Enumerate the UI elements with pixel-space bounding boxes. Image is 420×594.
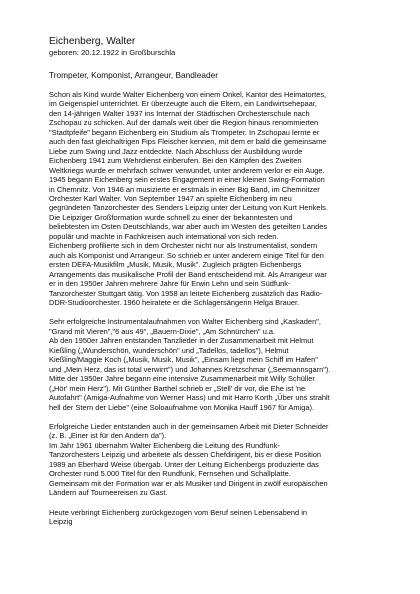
person-name: Eichenberg, Walter [49,36,136,47]
closing-paragraph: Heute verbringt Eichenberg zurückgezogen vom Beruf seinen Lebensabend in Leipzig [49,507,307,527]
biography-paragraph: Schon als Kind wurde Walter Eichenberg von einem Onkel, Kantor des Heimatortes, im Geigenspiel unterrichtet. Er überzeugte auch die Eltern, ein Landwirtsehepaar, den 14-jährigen Walter 1937 ins Internat der Städtischen Orchesterschule nach Zschopau zu schicken. Auf der damals weit über die Region hinaus renommierten "Stadtpfeife" begann Eichenberg ein Studium als Trompeter. In Zschopau lernte er auch den fast gleichaltrigen Fips Fleischer kennen, mit dem er bald die gemeinsame Liebe zum Swing und Jazz entdeckte. Nach Abschluss der Ausbildung wurde Eichenberg 1941 zum Wehrdienst einberufen. Bei den Kämpfen des Zweiten Weltkriegs wurde er mehrfach schwer verwundet, unter anderem verlor er ein Auge. 1945 begann Eichenberg sein erstes Engagement in einer kleinen Swing-Formation in Chemnitz. Von 1946 an musizierte er erstmals in einer Big Band, im Chemnitzer Orchester Karl Walter. Von September 1947 an spielte Eichenberg im neu gegründeten Tanzorchester des Senders Leipzig unter der Leitung von Kurt Henkels. Die Leipziger Großformation wurde schnell zu einer der bekanntesten und beliebtesten im Osten Deutschlands, war aber auch im Westen des geteilten Landes populär und machte in Fachkreisen auch international von sich reden. Eichenberg profilierte sich in dem Orchester nicht nur als Instrumentalist, sondern auch als Komponist und Arrangeur. So schrieb er unter anderem einige Titel für den ersten DEFA-Musikfilm „Musik, Musik, Musik". Zugleich prägten Eichenbergs Arrangements das musikalische Profil der Band entscheidend mit. Als Arrangeur war er in den 1950er Jahren mehrere Jahre für Erwin Lehn und sein Südfunk- Tanzorchester Stuttgart tätig. Von 1958 an leitete Eichenberg zusätzlich das Radio- DDR-Studioorchester. 1960 heiratete er die Schlagersängerin Helga Brauer. [49,90,328,307]
roles-line: Trompeter, Komponist, Arrangeur, Bandleader [49,70,218,80]
career-paragraph: Erfolgreiche Lieder entstanden auch in der gemeinsamen Arbeit mit Dieter Schneider (z. B. „Einer ist für den Andern da"). Im Jahr 1961 übernahm Walter Eichenberg die Leitung des Rundfunk- Tanzorchesters Leipzig und arbeitete als dessen Chefdirigent, bis er diese Position 1989 an Eberhard Weise übergab. Unter der Leitung Eichenbergs produzierte das Orchester rund 5.000 Titel für den Rundfunk, Fernsehen und Schallplatte. Gemeinsam mit der Formation war er als Musiker und Dirigent in zwölf europäischen Ländern auf Tourneereisen zu Gast. [49,421,329,498]
works-paragraph: Sehr erfolgreiche Instrumentalaufnahmen von Walter Eichenberg sind „Kaskaden", "Grand mit Vieren","6 aus 49", „Bauern-Dixie", „Am Schnürchen" u.a. Ab den 1950er Jahren entstanden Tanzlieder in der Zusammenarbeit mit Helmut Kießling („Wunderschön, wunderschön" und „Tadellos, tadellos"), Helmut Kießling/Maggie Koch („Musik, Musik, Musik", „Einsam liegt mein Schiff im Hafen" und „Mein Herz, das ist total verwirrt") und Johannes Kretzschmar („Seemannsgarn"). Mitte der 1950er Jahre begann eine intensive Zusammenarbeit mit Willy Schüller („Hör' mein Herz"). Mit Günther Barthel schrieb er „Stell' dir vor, die Ehe ist 'ne Autofahrt" (Amiga-Aufnahme von Werner Hass) und mit Harro Korth „Über uns strahlt hell der Stern der Liebe" (eine Soloaufnahme von Monika Hauff 1967 für Amiga). [49,317,331,412]
birth-info: geboren: 20.12.1922 in Großburschla [49,48,176,57]
